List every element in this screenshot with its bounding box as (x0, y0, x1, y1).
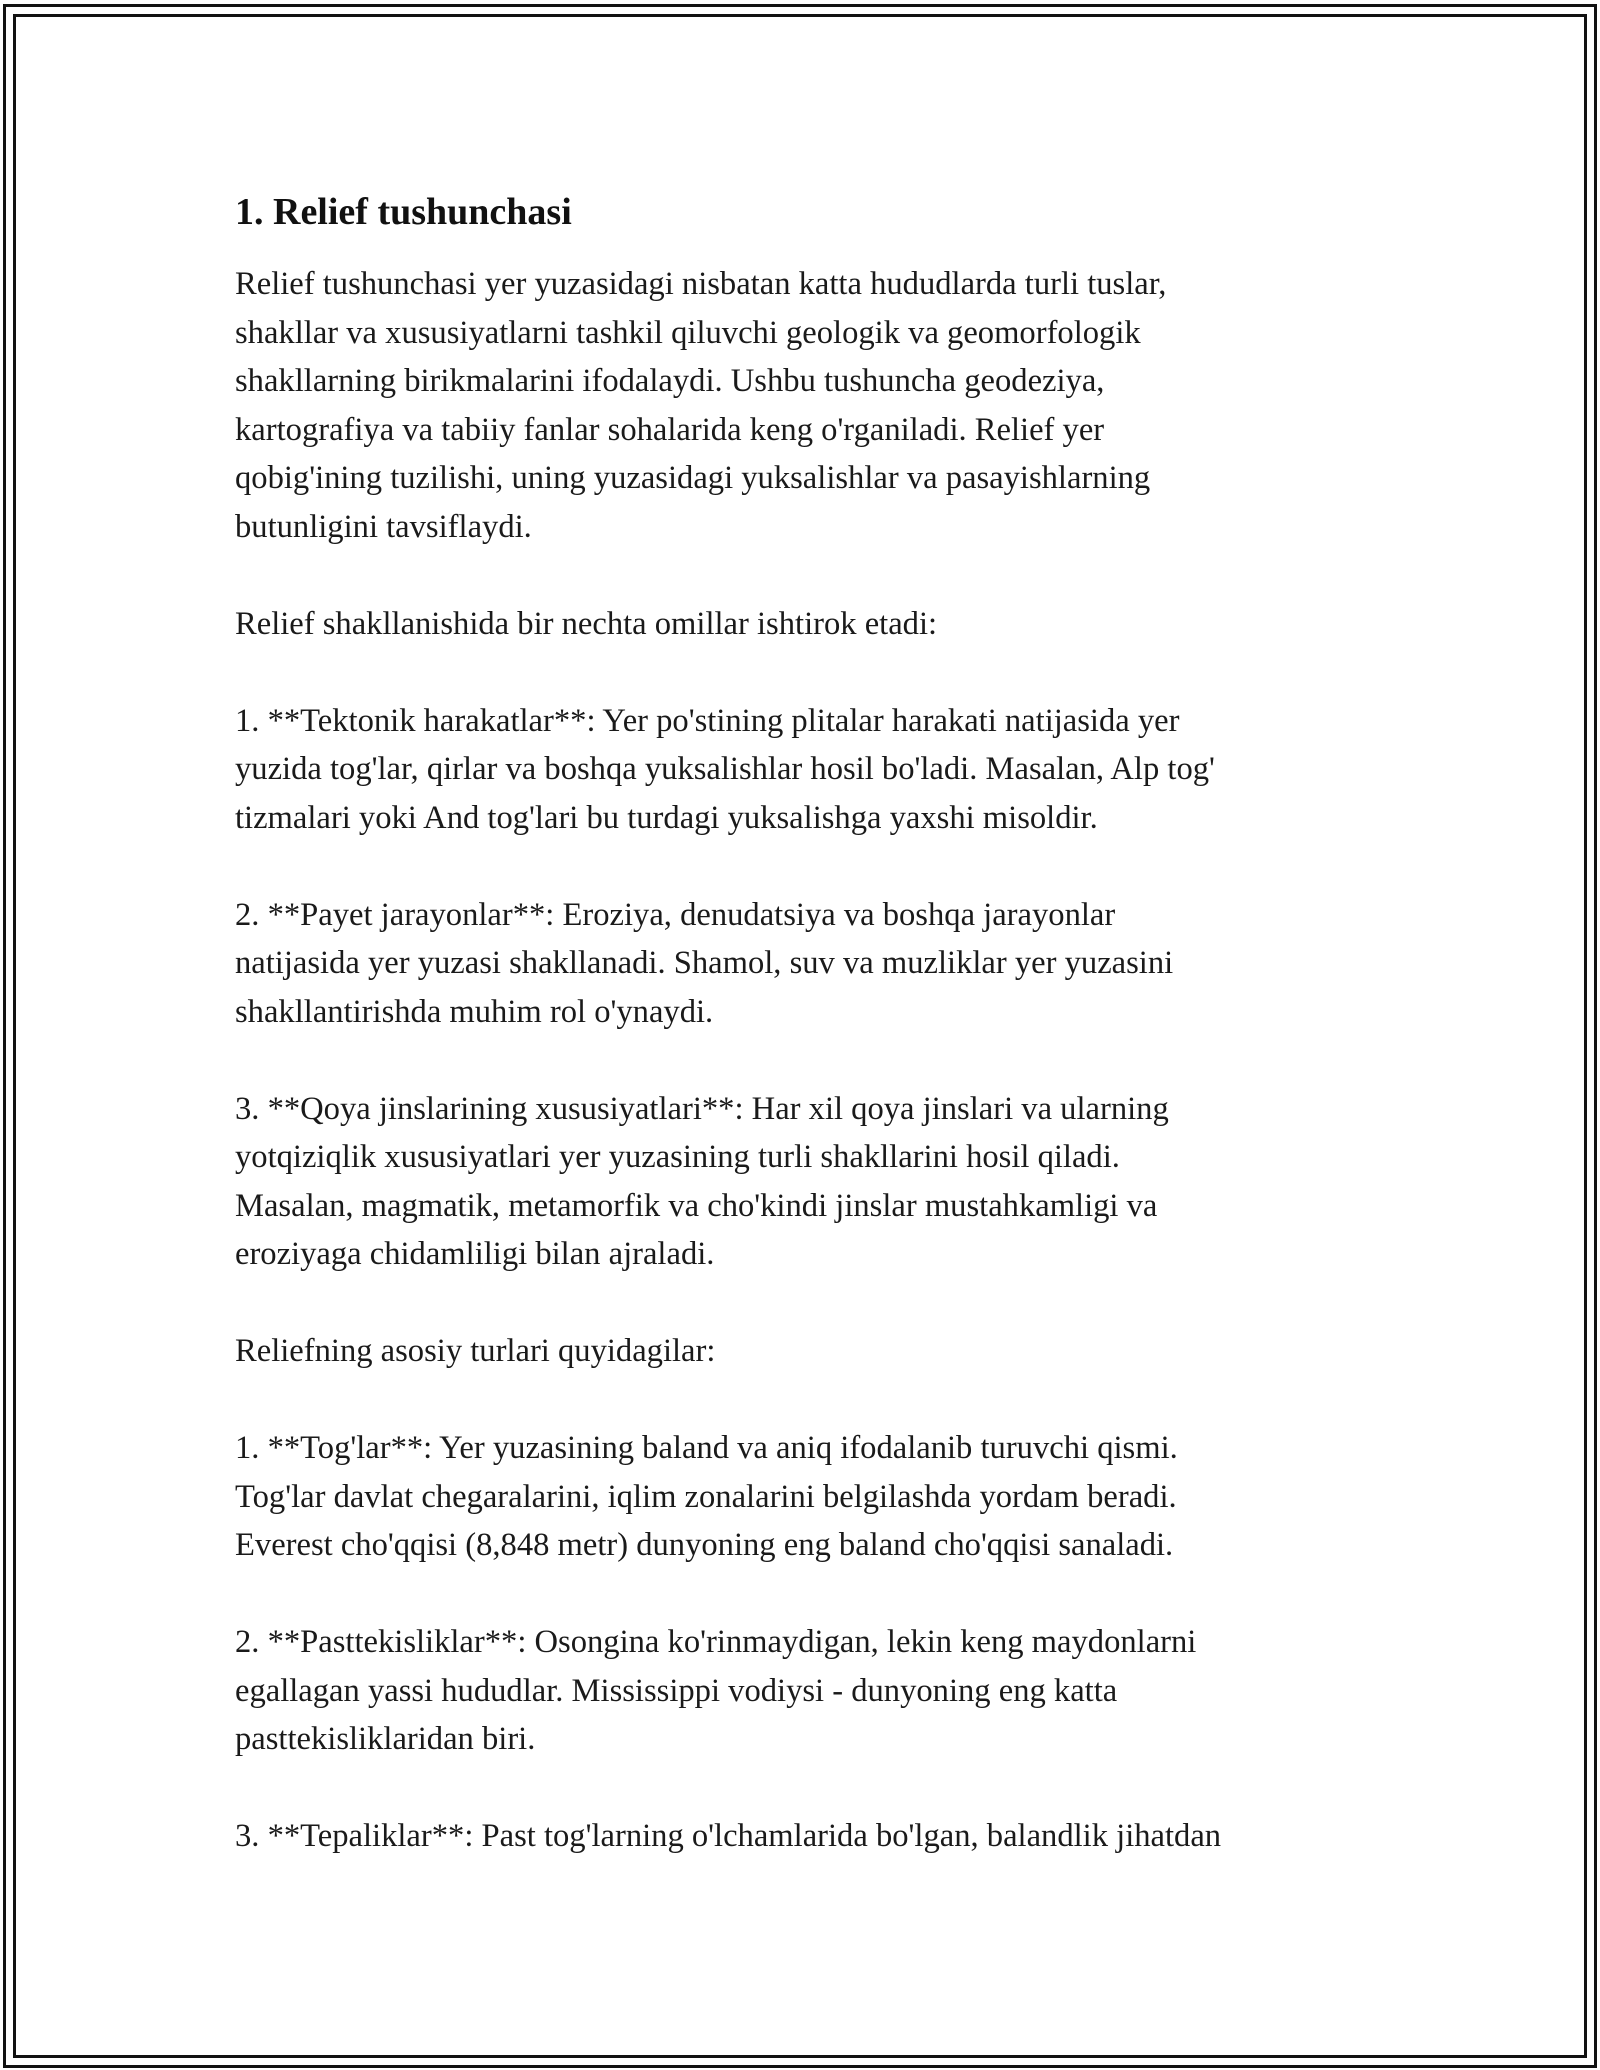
list-item-lowlands (235, 1618, 1435, 1764)
text-line: Relief tushunchasi yer yuzasidagi nisbatan katta hududlarda turli tuslar, (235, 266, 1167, 302)
list-item-hills (235, 1812, 1435, 1861)
list-item-tectonic (235, 697, 1435, 843)
text-line: Masalan, magmatik, metamorfik va cho'kindi jinslar mustahkamligi va (235, 1187, 1158, 1224)
text-line: Reliefning asosiy turlari quyidagilar: (235, 1333, 716, 1369)
paragraph-intro (235, 260, 1435, 551)
text-line: Everest cho'qqisi (8,848 metr) dunyoning eng baland cho'qqisi sanaladi. (235, 1527, 1174, 1563)
text-line: pasttekisliklaridan biri. (235, 1721, 536, 1757)
text-line: shakllantirishda muhim rol o'ynaydi. (235, 993, 714, 1030)
text-line: eroziyaga chidamliligi bilan ajraladi. (235, 1236, 715, 1272)
text-line: kartografiya va tabiiy fanlar sohalarida keng o'rganiladi. Relief yer (235, 411, 1105, 448)
text-line: Relief shakllanishida bir nechta omillar ishtirok etadi: (235, 605, 938, 642)
paragraph-types-intro (235, 1327, 1435, 1376)
section-heading: 1. Relief tushunchasi (235, 191, 572, 233)
text-line: egallagan yassi hududlar. Mississippi vodiysi - dunyoning eng katta (235, 1672, 1118, 1709)
text-line: Tog'lar davlat chegaralarini, iqlim zonalarini belgilashda yordam beradi. (235, 1478, 1177, 1515)
list-item-mountains (235, 1424, 1435, 1570)
list-item-rocks (235, 1085, 1435, 1279)
list-item-processes (235, 891, 1435, 1037)
text-line: 2. **Payet jarayonlar**: Eroziya, denudatsiya va boshqa jarayonlar (235, 896, 1116, 933)
text-line: shakllar va xususiyatlarni tashkil qiluvchi geologik va geomorfologik (235, 314, 1141, 351)
paragraph-factors-intro (235, 600, 1435, 649)
text-line: 2. **Pasttekisliklar**: Osongina ko'rinmaydigan, lekin keng maydonlarni (235, 1624, 1197, 1660)
text-line: shakllarning birikmalarini ifodalaydi. Ushbu tushuncha geodeziya, (235, 363, 1105, 399)
text-line: 3. **Qoya jinslarining xususiyatlari**: Har xil qoya jinslari va ularning (235, 1090, 1169, 1127)
text-line: yuzida tog'lar, qirlar va boshqa yuksalishlar hosil bo'ladi. Masalan, Alp tog' (235, 751, 1215, 787)
text-line: 1. **Tektonik harakatlar**: Yer po'stining plitalar harakati natijasida yer (235, 702, 1180, 739)
document-body (235, 186, 1435, 1909)
text-line: qobig'ining tuzilishi, uning yuzasidagi yuksalishlar va pasayishlarning (235, 460, 1151, 496)
text-line: yotqiziqlik xususiyatlari yer yuzasining turli shakllarini hosil qiladi. (235, 1139, 1120, 1175)
text-line: natijasida yer yuzasi shakllanadi. Shamol, suv va muzliklar yer yuzasini (235, 945, 1174, 981)
text-line: 3. **Tepaliklar**: Past tog'larning o'lchamlarida bo'lgan, balandlik jihatdan (235, 1818, 1222, 1854)
text-line: butunligini tavsiflaydi. (235, 508, 532, 545)
text-line: tizmalari yoki And tog'lari bu turdagi yuksalishga yaxshi misoldir. (235, 799, 1098, 836)
text-line: 1. **Tog'lar**: Yer yuzasining baland va aniq ifodalanib turuvchi qismi. (235, 1430, 1178, 1466)
